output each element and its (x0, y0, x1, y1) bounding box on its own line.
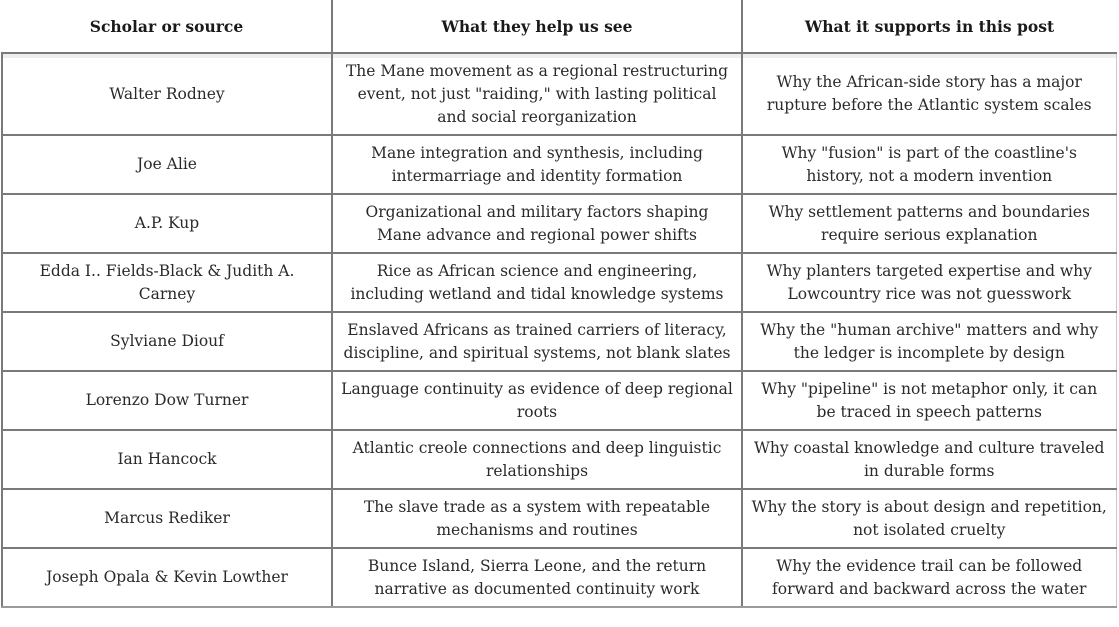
cell-scholar: Sylviane Diouf (2, 312, 332, 371)
table-row (2, 135, 1116, 194)
table-row (2, 253, 1116, 312)
cell-supports: Why the story is about design and repetition, not isolated cruelty (742, 489, 1116, 548)
header-help-see: What they help us see (332, 0, 742, 53)
sources-table-container (1, 0, 1115, 608)
table-row (2, 194, 1116, 253)
cell-scholar: Joseph Opala & Kevin Lowther (2, 548, 332, 607)
cell-help-see: Language continuity as evidence of deep regional roots (332, 371, 742, 430)
header-row (2, 0, 1116, 53)
cell-help-see: Mane integration and synthesis, including intermarriage and identity formation (332, 135, 742, 194)
sources-table (1, 0, 1117, 608)
table-row (2, 489, 1116, 548)
table-row (2, 53, 1116, 135)
cell-supports: Why the "human archive" matters and why the ledger is incomplete by design (742, 312, 1116, 371)
table-row (2, 430, 1116, 489)
cell-help-see: The Mane movement as a regional restructuring event, not just "raiding," with lasting political and social reorganization (332, 53, 742, 135)
cell-help-see: Organizational and military factors shaping Mane advance and regional power shifts (332, 194, 742, 253)
cell-scholar: Lorenzo Dow Turner (2, 371, 332, 430)
cell-supports: Why "pipeline" is not metaphor only, it can be traced in speech patterns (742, 371, 1116, 430)
cell-help-see: Atlantic creole connections and deep linguistic relationships (332, 430, 742, 489)
table-header (2, 0, 1116, 53)
header-supports: What it supports in this post (742, 0, 1116, 53)
cell-supports: Why the evidence trail can be followed forward and backward across the water (742, 548, 1116, 607)
cell-scholar: Edda I.. Fields-Black & Judith A. Carney (2, 253, 332, 312)
table-row (2, 371, 1116, 430)
cell-scholar: Ian Hancock (2, 430, 332, 489)
table-body (2, 53, 1116, 607)
cell-supports: Why planters targeted expertise and why Lowcountry rice was not guesswork (742, 253, 1116, 312)
cell-scholar: Walter Rodney (2, 53, 332, 135)
cell-supports: Why "fusion" is part of the coastline's history, not a modern invention (742, 135, 1116, 194)
cell-help-see: Rice as African science and engineering, including wetland and tidal knowledge systems (332, 253, 742, 312)
cell-supports: Why coastal knowledge and culture traveled in durable forms (742, 430, 1116, 489)
cell-scholar: Marcus Rediker (2, 489, 332, 548)
cell-supports: Why the African-side story has a major rupture before the Atlantic system scales (742, 53, 1116, 135)
table-row (2, 548, 1116, 607)
cell-help-see: Enslaved Africans as trained carriers of literacy, discipline, and spiritual systems, not blank slates (332, 312, 742, 371)
cell-supports: Why settlement patterns and boundaries require serious explanation (742, 194, 1116, 253)
cell-scholar: A.P. Kup (2, 194, 332, 253)
header-scholar: Scholar or source (2, 0, 332, 53)
cell-help-see: The slave trade as a system with repeatable mechanisms and routines (332, 489, 742, 548)
cell-scholar: Joe Alie (2, 135, 332, 194)
cell-help-see: Bunce Island, Sierra Leone, and the return narrative as documented continuity work (332, 548, 742, 607)
table-row (2, 312, 1116, 371)
